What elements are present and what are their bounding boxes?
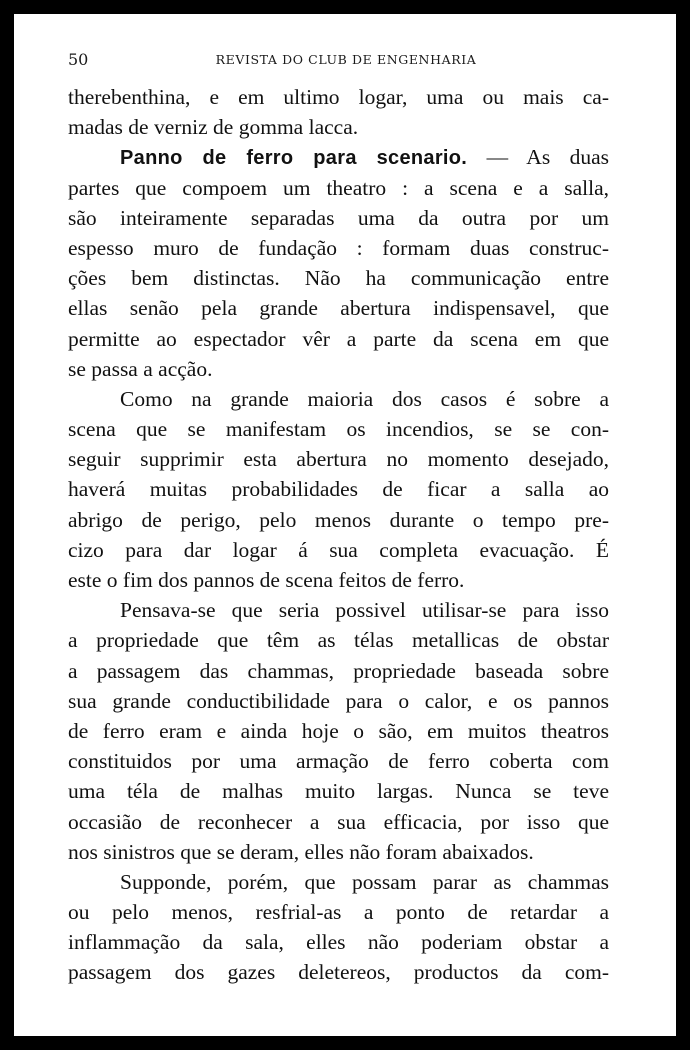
text-line: uma téla de malhas muito largas. Nunca se teve bbox=[68, 779, 609, 804]
text-line bbox=[68, 142, 609, 172]
paragraph-5 bbox=[68, 867, 609, 988]
text-line: seguir supprimir esta abertura no momento desejado, bbox=[68, 447, 609, 472]
text-line: cizo para dar logar á sua completa evacuação. É bbox=[68, 537, 609, 562]
text-line: este o fim dos pannos de scena feitos de ferro. bbox=[68, 568, 465, 592]
text-line: passagem dos gazes deletereos, productos da com- bbox=[68, 960, 609, 985]
text-line: Como na grande maioria dos casos é sobre a bbox=[120, 386, 609, 411]
text-line: são inteiramente separadas uma da outra por um bbox=[68, 205, 609, 230]
text-line: madas de verniz de gomma lacca. bbox=[68, 115, 359, 140]
text-line: partes que compoem um theatro : a scena e a salla, bbox=[68, 175, 609, 200]
text-line: ellas senão pela grande abertura indispensavel, que bbox=[68, 296, 609, 321]
text-line: Supponde, porém, que possam parar as chammas bbox=[120, 869, 609, 894]
section-heading-continuation: — As duas bbox=[486, 145, 610, 170]
book-page bbox=[14, 14, 676, 1036]
paragraph-1 bbox=[68, 82, 609, 142]
text-line: ções bem distinctas. Não ha communicação entre bbox=[68, 266, 609, 291]
text-line: haverá muitas probabilidades de ficar a salla ao bbox=[68, 477, 609, 502]
text-line: se passa a acção. bbox=[68, 356, 213, 381]
text-line: therebenthina, e em ultimo logar, uma ou mais ca- bbox=[68, 85, 609, 109]
text-line: scena que se manifestam os incendios, se se con- bbox=[68, 417, 609, 442]
running-title: REVISTA DO CLUB DE ENGENHARIA bbox=[215, 52, 477, 67]
text-line: constituidos por uma armação de ferro coberta com bbox=[68, 749, 609, 774]
text-line: nos sinistros que se deram, elles não foram abaixados. bbox=[68, 839, 534, 864]
text-line: permitte ao espectador vêr a parte da scena em que bbox=[68, 326, 609, 351]
text-line: Pensava-se que seria possivel utilisar-se para isso bbox=[120, 598, 609, 623]
text-line: de ferro eram e ainda hoje o são, em muitos theatros bbox=[68, 718, 609, 743]
text-line: a passagem das chammas, propriedade baseada sobre bbox=[68, 658, 609, 683]
text-line: occasião de reconhecer a sua efficacia, por isso que bbox=[68, 809, 609, 834]
paragraph-3 bbox=[68, 384, 609, 595]
text-line: abrigo de perigo, pelo menos durante o tempo pre- bbox=[68, 507, 609, 532]
section-heading: Panno de ferro para scenario. bbox=[120, 147, 468, 170]
text-line: a propriedade que têm as télas metallicas de obstar bbox=[68, 628, 609, 653]
paragraph-2 bbox=[68, 142, 609, 384]
page-header bbox=[68, 48, 624, 72]
text-line: espesso muro de fundação : formam duas construc- bbox=[68, 235, 609, 260]
body-text bbox=[68, 82, 609, 988]
page-number: 50 bbox=[68, 50, 89, 69]
text-line: ou pelo menos, resfrial-as a ponto de retardar a bbox=[68, 900, 609, 925]
paragraph-4 bbox=[68, 595, 609, 867]
text-line: inflammação da sala, elles não poderiam obstar a bbox=[68, 930, 609, 955]
text-line: sua grande conductibilidade para o calor, e os pannos bbox=[68, 688, 609, 713]
